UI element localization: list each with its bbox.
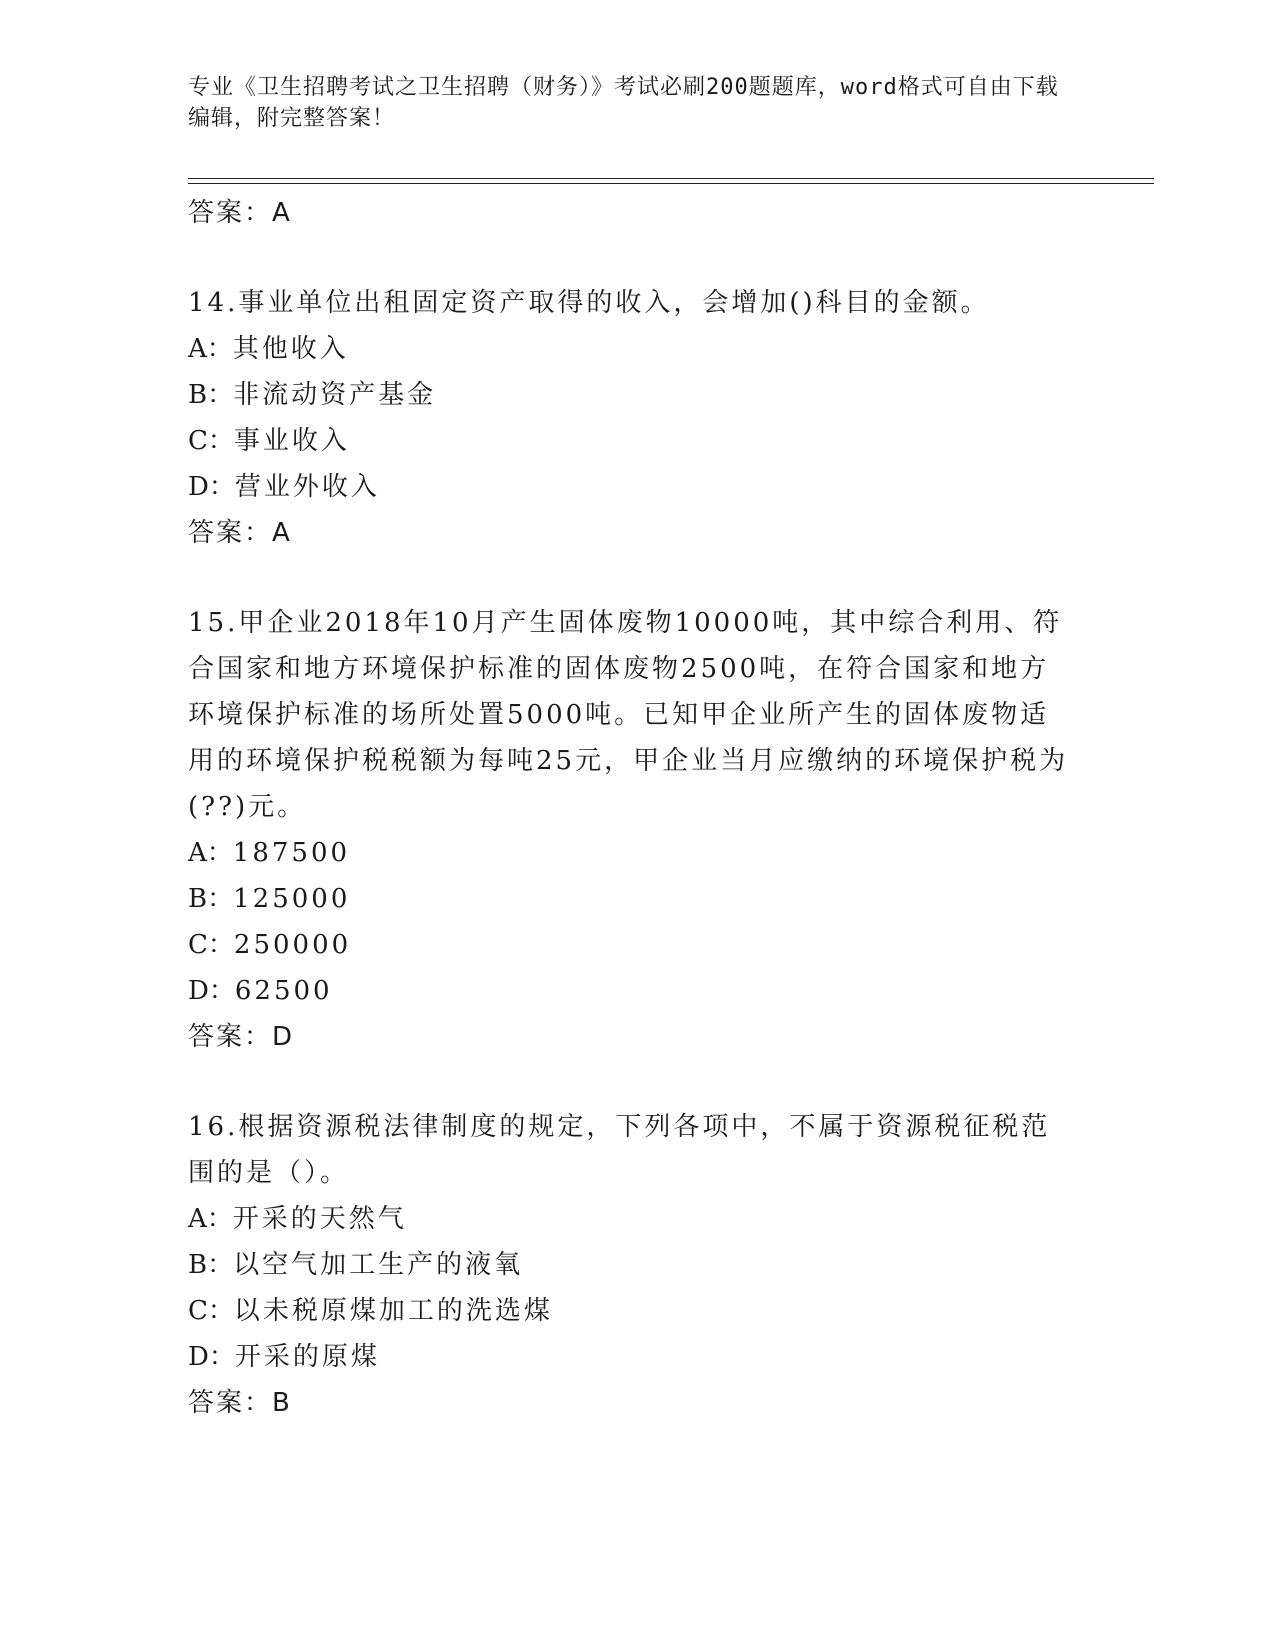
option-d <box>188 1334 1078 1380</box>
option-label: D： <box>188 1342 235 1372</box>
question-stem: 14.事业单位出租固定资产取得的收入，会增加()科目的金额。 <box>188 288 990 318</box>
option-text: 以未税原煤加工的洗选煤 <box>233 1296 553 1326</box>
question-stem: 15.甲企业2018年10月产生固体废物10000吨，其中综合利用、符合国家和地方环境保护标准的固体废物2500吨，在符合国家和地方环境保护标准的场所处置5000吨。已知甲企业所产生的固体废物适用的环境保护税税额为每吨25元，甲企业当月应缴纳的环境保护税为(??)元。 <box>188 608 1069 822</box>
option-label: C： <box>188 1296 234 1326</box>
option-text: 事业收入 <box>233 426 350 456</box>
answer-line: 答案：A <box>188 198 292 228</box>
answer-line: 答案：D <box>188 1022 295 1052</box>
option-label: B： <box>188 884 234 914</box>
option-text: 开采的原煤 <box>234 1342 380 1372</box>
option-text: 62500 <box>234 976 333 1006</box>
question-stem: 16.根据资源税法律制度的规定，下列各项中，不属于资源税征税范围的是（）。 <box>188 1112 1051 1188</box>
option-c <box>188 922 1078 968</box>
option-label: B： <box>188 1250 234 1280</box>
option-text: 125000 <box>233 884 351 914</box>
question-list <box>188 190 1078 1426</box>
option-b <box>188 372 1078 418</box>
option-b <box>188 1242 1078 1288</box>
option-text: 以空气加工生产的液氧 <box>233 1250 524 1280</box>
option-text: 开采的天然气 <box>232 1204 407 1234</box>
option-label: A： <box>188 838 233 868</box>
option-label: D： <box>188 472 235 502</box>
document-header: 专业《卫生招聘考试之卫生招聘（财务）》考试必刷200题题库，word格式可自由下载编辑，附完整答案！ <box>188 75 1059 131</box>
option-text: 250000 <box>233 930 352 960</box>
option-d <box>188 464 1078 510</box>
answer-line: 答案：A <box>188 518 292 548</box>
option-label: C： <box>188 426 234 456</box>
option-text: 187500 <box>232 838 351 868</box>
option-label: B： <box>188 380 234 410</box>
option-a <box>188 1196 1078 1242</box>
header-rule-bottom <box>188 183 1154 184</box>
option-label: C： <box>188 930 234 960</box>
option-d <box>188 968 1078 1014</box>
option-label: A： <box>188 1204 233 1234</box>
option-a <box>188 326 1078 372</box>
option-c <box>188 1288 1078 1334</box>
option-label: A： <box>188 334 233 364</box>
header-rule-top <box>188 178 1154 179</box>
option-c <box>188 418 1078 464</box>
option-text: 非流动资产基金 <box>233 380 437 410</box>
option-a <box>188 830 1078 876</box>
option-text: 其他收入 <box>232 334 349 364</box>
option-text: 营业外收入 <box>234 472 380 502</box>
option-label: D： <box>188 976 235 1006</box>
option-b <box>188 876 1078 922</box>
answer-line: 答案：B <box>188 1388 292 1418</box>
